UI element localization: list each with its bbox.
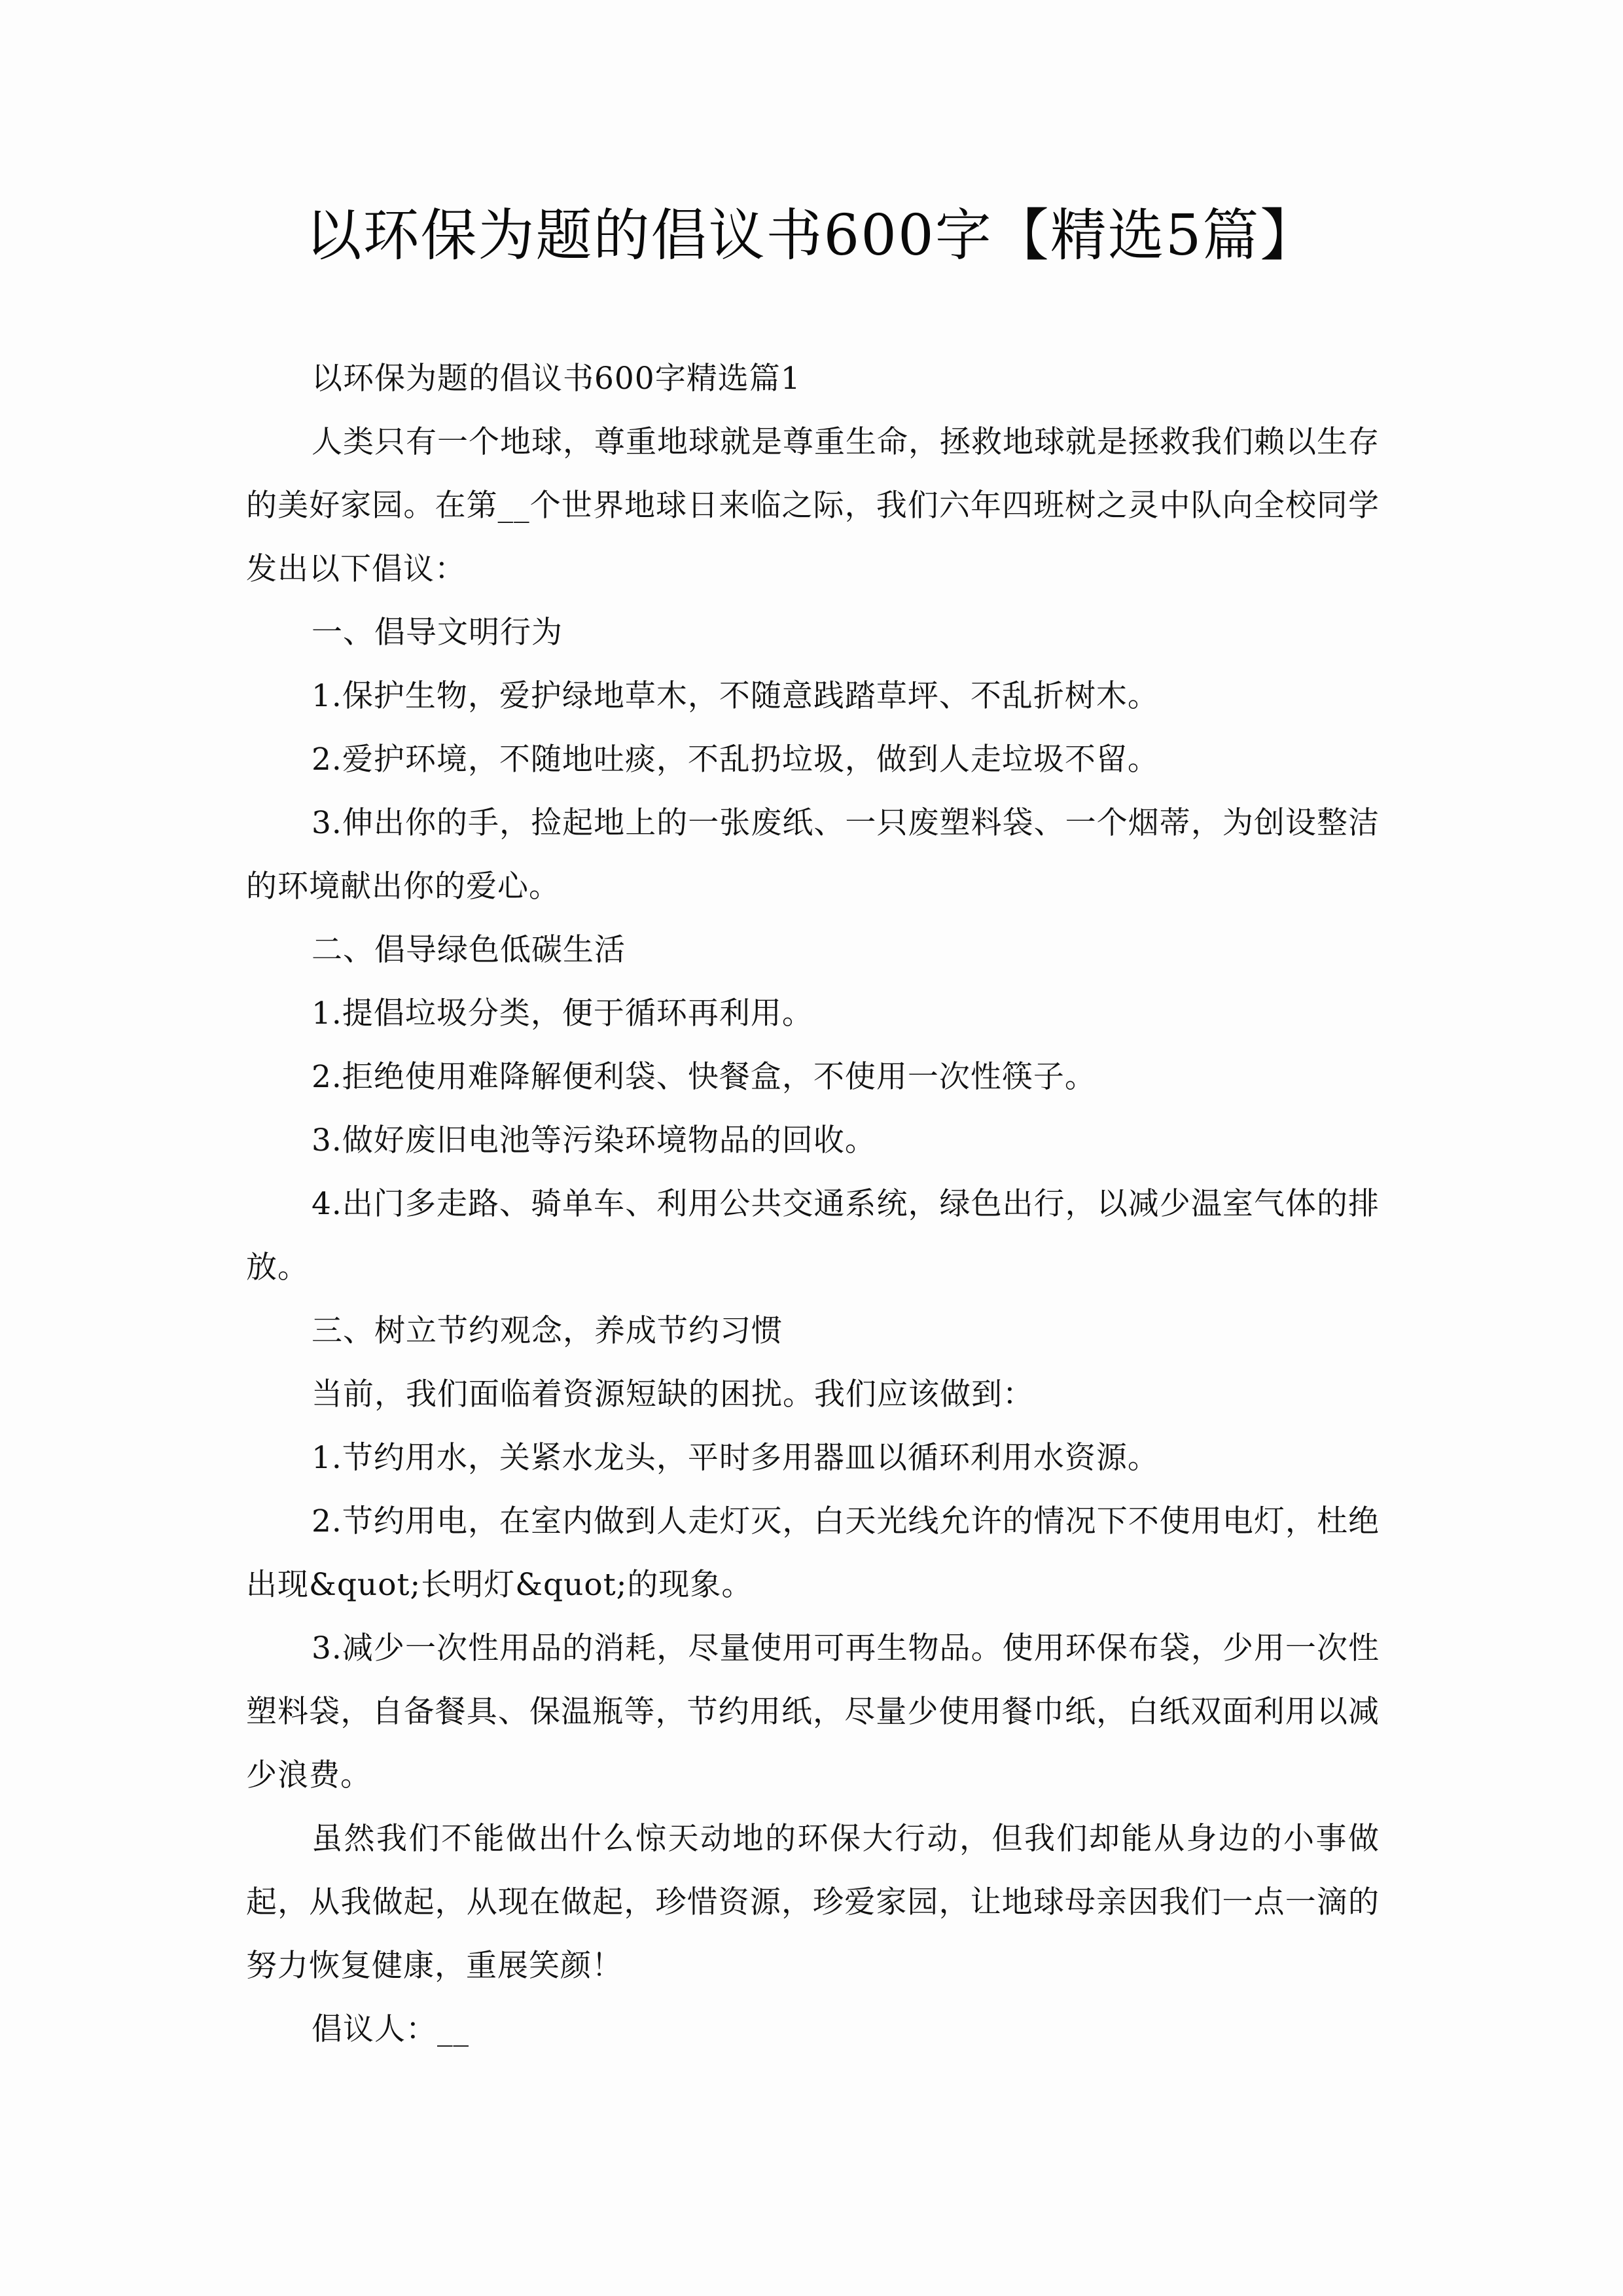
section-heading-1: 一、倡导文明行为 [312,615,563,651]
closing-paragraph: 虽然我们不能做出什么惊天动地的环保大行动，但我们却能从身边的小事做起，从我做起，从现在做起，珍惜资源，珍爱家园，让地球母亲因我们一点一滴的努力恢复健康，重展笑颜！ [246,1821,1380,1984]
list-item: 3.伸出你的手，捡起地上的一张废纸、一只废塑料袋、一个烟蒂，为创设整洁的环境献出你的爱心。 [246,805,1380,905]
section-heading-2: 二、倡导绿色低碳生活 [312,932,626,968]
signature-line: 倡议人：__ [312,2011,469,2047]
list-item: 3.做好废旧电池等污染环境物品的回收。 [312,1122,876,1158]
list-item: 1.节约用水，关紧水龙头，平时多用器皿以循环利用水资源。 [312,1440,1159,1476]
list-item: 2.拒绝使用难降解便利袋、快餐盒，不使用一次性筷子。 [312,1059,1096,1095]
document-body [246,347,1380,2061]
section-heading-3: 三、树立节约观念，养成节约习惯 [312,1313,783,1349]
list-item: 1.保护生物，爱护绿地草木，不随意践踏草坪、不乱折树木。 [312,678,1159,714]
list-item: 3.减少一次性用品的消耗，尽量使用可再生物品。使用环保布袋，少用一次性塑料袋，自备餐具、保温瓶等，节约用纸，尽量少使用餐巾纸，白纸双面利用以减少浪费。 [246,1630,1380,1793]
list-item: 4.出门多走路、骑单车、利用公共交通系统，绿色出行，以减少温室气体的排放。 [246,1186,1380,1285]
list-item: 2.节约用电，在室内做到人走灯灭，白天光线允许的情况下不使用电灯，杜绝出现&quot;长明灯&quot;的现象。 [246,1503,1380,1603]
document-title: 以环保为题的倡议书600字【精选5篇】 [305,203,1318,268]
intro-paragraph: 人类只有一个地球，尊重地球就是尊重生命，拯救地球就是拯救我们赖以生存的美好家园。在第__个世界地球日来临之际，我们六年四班树之灵中队向全校同学发出以下倡议： [246,424,1380,587]
list-item: 2.爱护环境，不随地吐痰，不乱扔垃圾，做到人走垃圾不留。 [312,742,1159,778]
section-subtitle: 以环保为题的倡议书600字精选篇1 [312,361,801,397]
list-item: 1.提倡垃圾分类，便于循环再利用。 [312,996,813,1031]
body-paragraph: 当前，我们面临着资源短缺的困扰。我们应该做到： [312,1376,1034,1412]
